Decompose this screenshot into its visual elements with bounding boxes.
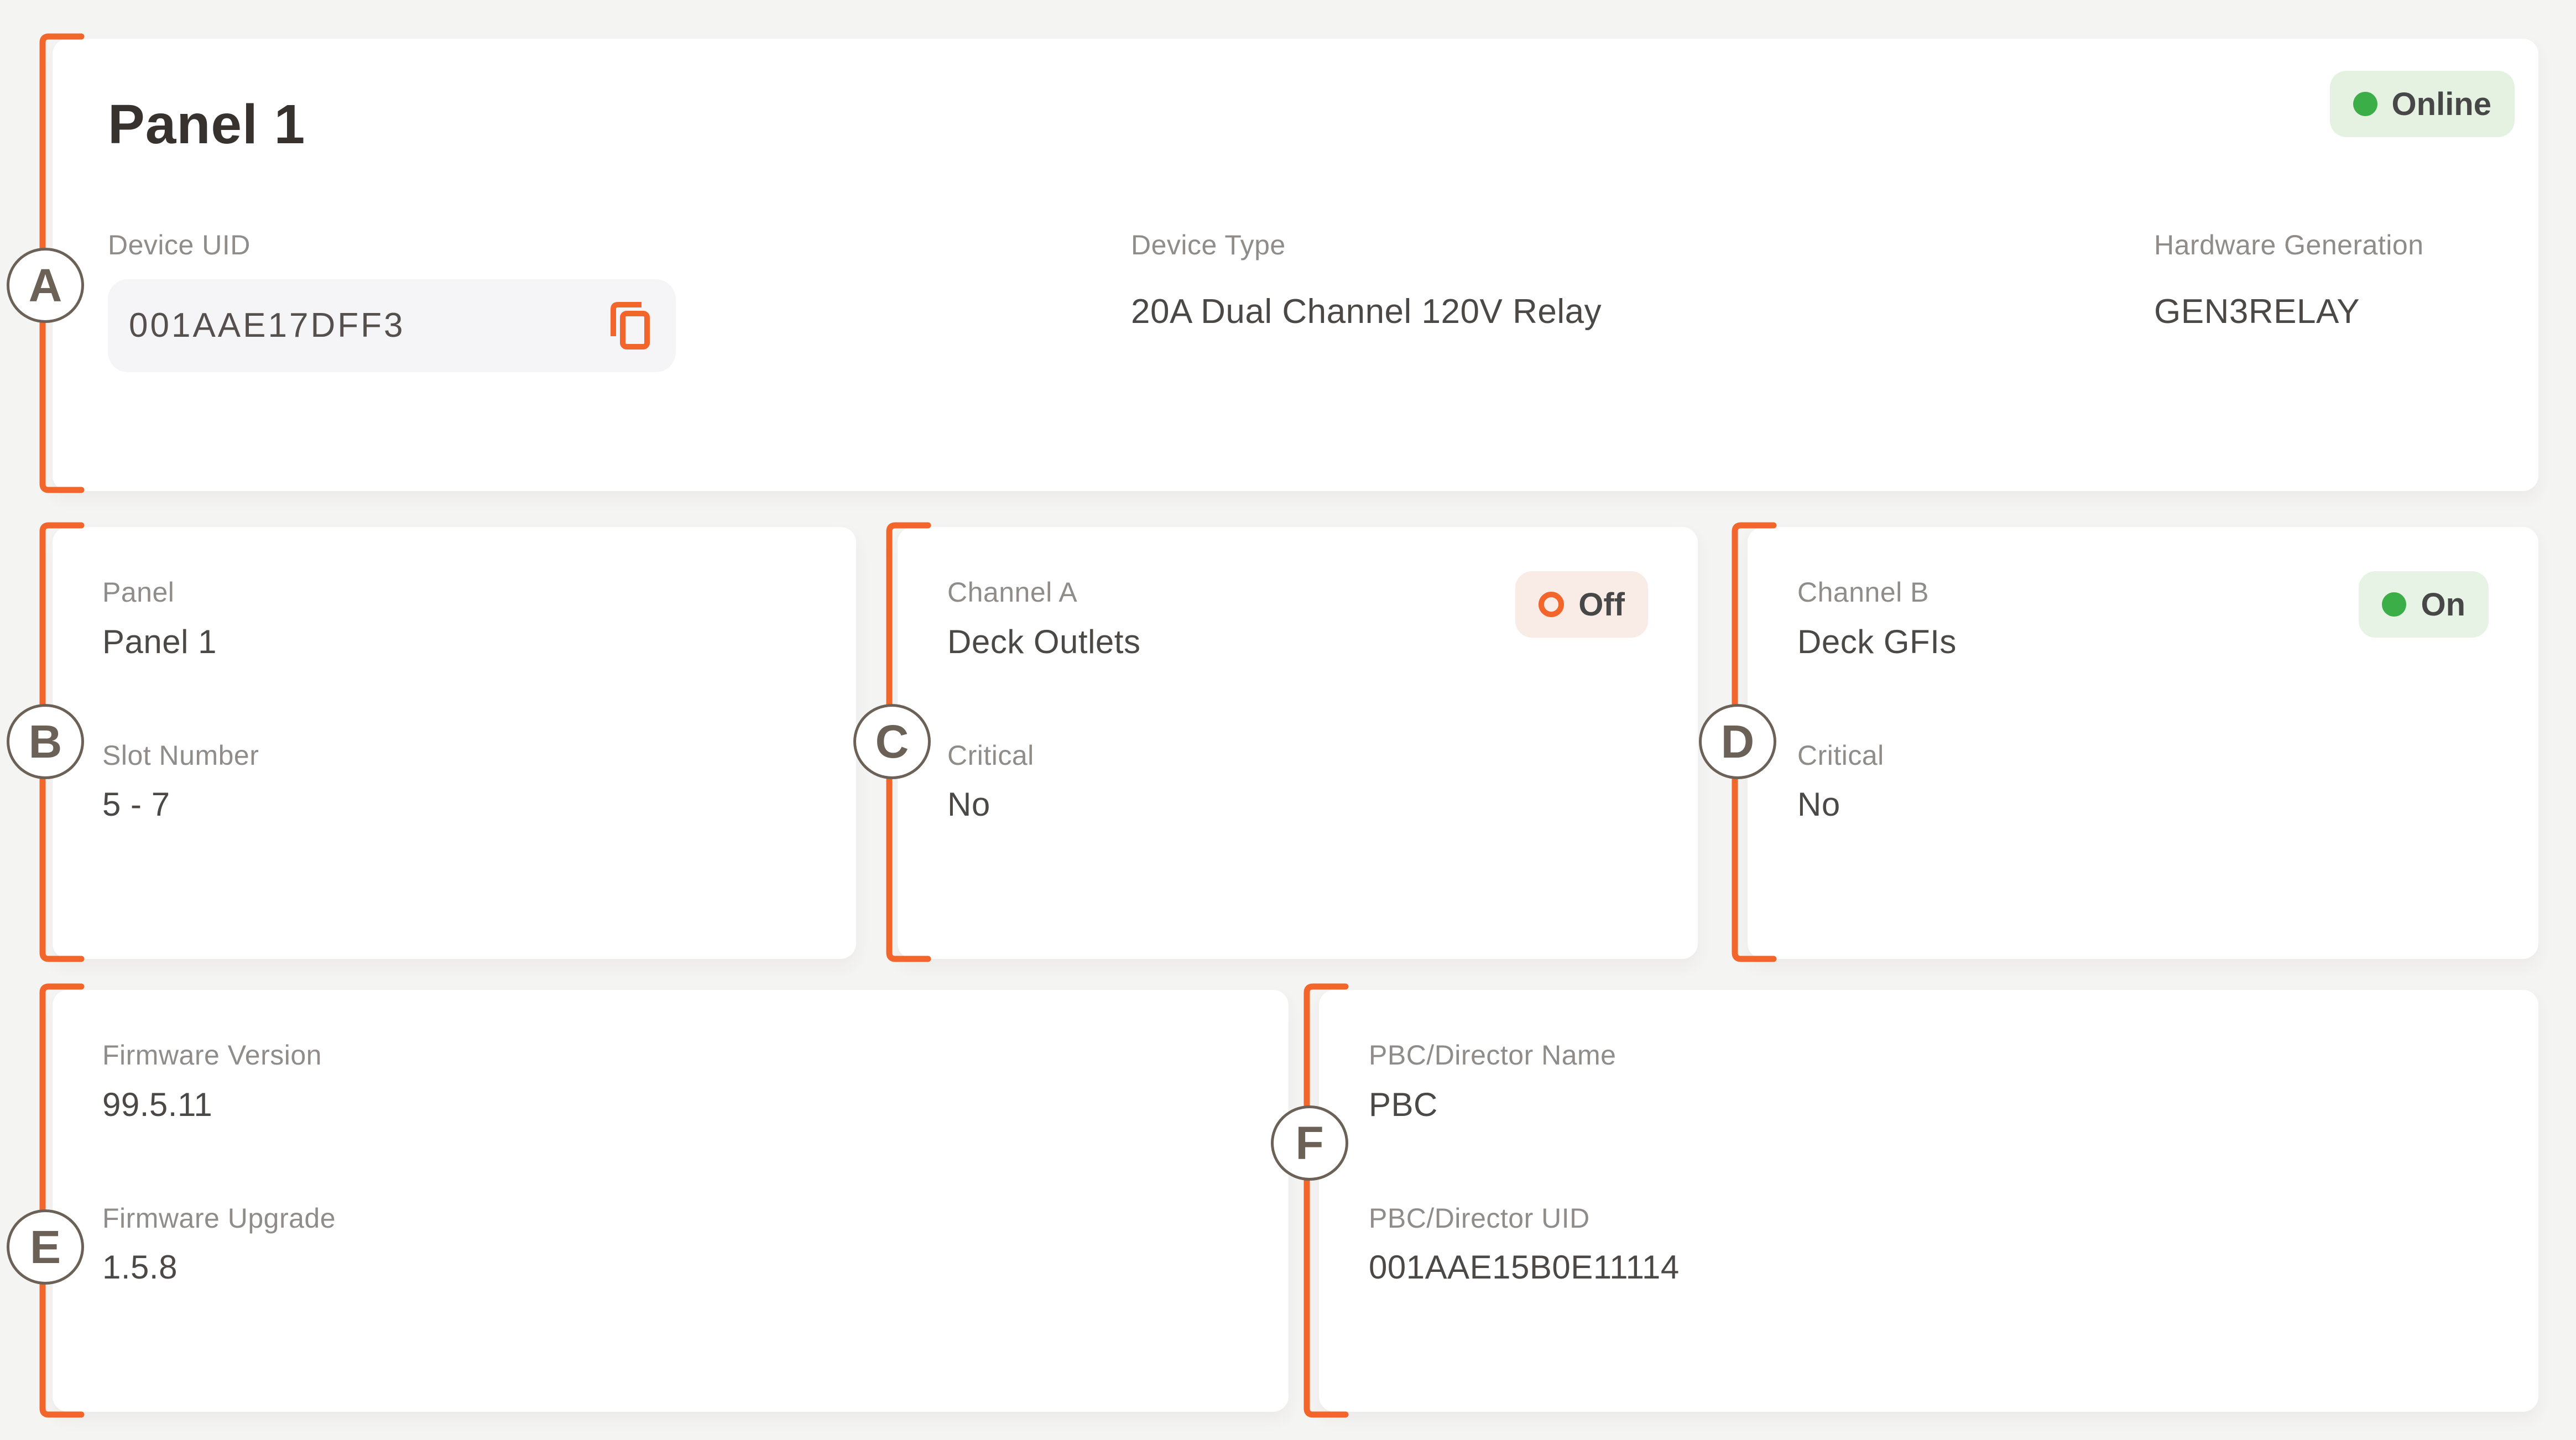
channel-b-critical-value: No	[1797, 786, 1840, 823]
firmware-card	[53, 990, 1289, 1412]
off-ring-icon	[1539, 592, 1564, 617]
channel-b-value: Deck GFIs	[1797, 623, 1957, 660]
firmware-upgrade-label: Firmware Upgrade	[102, 1202, 336, 1234]
device-uid-field	[108, 279, 676, 372]
pbc-name-label: PBC/Director Name	[1369, 1040, 1616, 1071]
device-type-value: 20A Dual Channel 120V Relay	[1131, 292, 1602, 331]
annotation-marker-f: F	[1271, 1105, 1348, 1181]
channel-b-card	[1748, 527, 2538, 959]
annotation-marker-e: E	[7, 1209, 84, 1285]
channel-b-status-badge	[2359, 571, 2489, 638]
firmware-version-value: 99.5.11	[102, 1086, 213, 1123]
hardware-generation-label: Hardware Generation	[2154, 229, 2424, 260]
channel-a-card	[898, 527, 1698, 959]
channel-a-label: Channel A	[947, 577, 1078, 608]
channel-b-critical-label: Critical	[1797, 739, 1884, 771]
channel-b-status-label: On	[2421, 586, 2465, 623]
channel-b-label: Channel B	[1797, 577, 1929, 608]
copy-icon	[608, 300, 651, 351]
firmware-version-label: Firmware Version	[102, 1040, 322, 1071]
device-uid-value: 001AAE17DFF3	[129, 306, 405, 345]
device-meta-row	[108, 229, 2505, 372]
channel-a-status-label: Off	[1578, 586, 1625, 623]
channel-a-group	[947, 577, 1140, 661]
pbc-name-value: PBC	[1369, 1086, 1438, 1123]
panel-info-card	[53, 527, 856, 959]
pbc-director-card	[1319, 990, 2538, 1412]
panel-label: Panel	[102, 577, 175, 608]
device-type-label: Device Type	[1131, 229, 1286, 260]
device-type-group	[1131, 229, 2154, 372]
channel-a-critical-value: No	[947, 786, 990, 823]
annotation-marker-c: C	[853, 704, 931, 779]
annotation-marker-b: B	[7, 704, 84, 779]
channel-a-critical-label: Critical	[947, 739, 1034, 771]
panel-value: Panel 1	[102, 623, 217, 660]
firmware-upgrade-value: 1.5.8	[102, 1249, 178, 1286]
online-status-badge	[2330, 71, 2515, 137]
page-title: Panel 1	[108, 93, 306, 155]
copy-uid-button[interactable]	[608, 300, 651, 351]
annotation-marker-d: D	[1699, 704, 1776, 779]
device-uid-label: Device UID	[108, 229, 251, 260]
pbc-uid-label: PBC/Director UID	[1369, 1202, 1590, 1234]
channel-a-value: Deck Outlets	[947, 623, 1141, 660]
slot-number-value: 5 - 7	[102, 786, 170, 823]
channel-a-status-badge	[1515, 571, 1648, 638]
device-overview-card	[53, 39, 2538, 491]
annotation-bracket-e	[39, 983, 86, 1418]
online-dot-icon	[2353, 92, 2377, 116]
hardware-generation-group	[2154, 229, 2505, 372]
hardware-generation-value: GEN3RELAY	[2154, 292, 2360, 331]
annotation-bracket-f	[1303, 983, 1350, 1418]
slot-number-label: Slot Number	[102, 739, 259, 771]
online-status-label: Online	[2391, 86, 2491, 122]
channel-b-group	[1797, 577, 1957, 661]
device-uid-group	[108, 229, 1131, 372]
on-dot-icon	[2382, 592, 2406, 617]
pbc-uid-value: 001AAE15B0E11114	[1369, 1249, 1680, 1286]
annotation-marker-a: A	[7, 248, 84, 323]
